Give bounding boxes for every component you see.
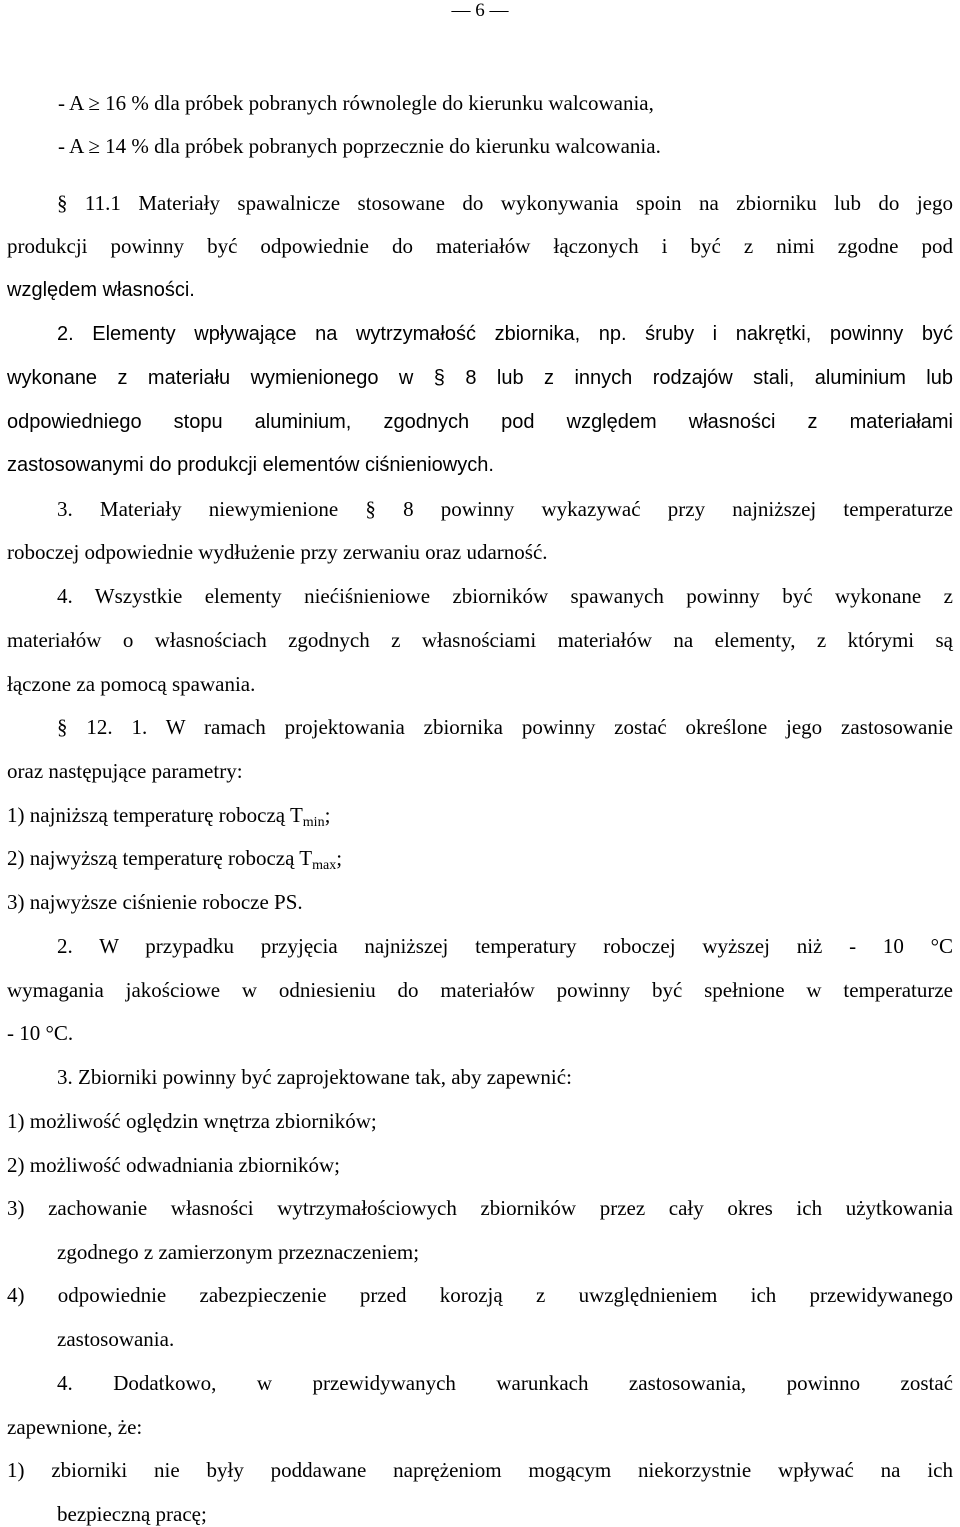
list-item: 2) możliwość odwadniania zbiorników;	[7, 1153, 341, 1177]
list-item	[7, 802, 953, 828]
list-item-suffix: ;	[336, 846, 343, 870]
paragraph-line: oraz następujące parametry:	[7, 759, 243, 783]
list-item-continuation: zastosowania.	[57, 1327, 175, 1351]
paragraph-line: 4. Dodatkowo, w przewidywanych warunkach zastosowania, powinno zostać	[57, 1371, 953, 1395]
paragraph-line: łączone za pomocą spawania.	[7, 672, 256, 696]
list-item: 4) odpowiednie zabezpieczenie przed korozją z uwzględnieniem ich przewidywanego	[7, 1283, 953, 1307]
page-number: — 6 —	[451, 0, 509, 21]
list-item-text: 1) najniższą temperaturę roboczą T	[7, 803, 303, 827]
paragraph-line: wymagania jakościowe w odniesieniu do materiałów powinny być spełnione w temperaturze	[7, 978, 953, 1002]
list-item-continuation: zgodnego z zamierzonym przeznaczeniem;	[57, 1240, 420, 1264]
paragraph-line: materiałów o własnościach zgodnych z własnościami materiałów na elementy, z którymi są	[7, 628, 953, 652]
subscript: max	[312, 858, 337, 873]
paragraph-line: roboczej odpowiednie wydłużenie przy zerwaniu oraz udarność.	[7, 540, 548, 564]
paragraph-line: zapewnione, że:	[7, 1415, 143, 1439]
subscript: min	[302, 815, 325, 830]
paragraph-line: wykonane z materiału wymienionego w § 8 lub z innych rodzajów stali, aluminium lub	[7, 367, 953, 389]
text-line: - A ≥ 14 % dla próbek pobranych poprzecznie do kierunku walcowania.	[58, 134, 661, 158]
list-item-continuation: bezpieczną pracę;	[57, 1502, 207, 1526]
paragraph-line: 3. Zbiorniki powinny być zaprojektowane tak, aby zapewnić:	[57, 1065, 572, 1089]
paragraph-line: zastosowanymi do produkcji elementów ciśnieniowych.	[7, 454, 494, 476]
paragraph-line: § 11.1 Materiały spawalnicze stosowane do wykonywania spoin na zbiorniku lub do jego	[57, 191, 953, 215]
paragraph-line: względem własności.	[7, 279, 195, 301]
list-item-text: 2) najwyższą temperaturę roboczą T	[7, 846, 313, 870]
paragraph-line: produkcji powinny być odpowiednie do materiałów łączonych i być z nimi zgodne pod	[7, 234, 953, 258]
list-item: 1) możliwość oględzin wnętrza zbiorników;	[7, 1109, 377, 1133]
list-item-suffix: ;	[324, 803, 331, 827]
paragraph-line: - 10 °C.	[7, 1021, 74, 1045]
list-item: 1) zbiorniki nie były poddawane naprężeniom mogącym niekorzystnie wpływać na ich	[7, 1458, 953, 1482]
list-item: 3) najwyższe ciśnienie robocze PS.	[7, 890, 303, 914]
list-item	[7, 845, 953, 871]
text-line: - A ≥ 16 % dla próbek pobranych równolegle do kierunku walcowania,	[58, 91, 654, 115]
paragraph-line: 2. Elementy wpływające na wytrzymałość zbiornika, np. śruby i nakrętki, powinny być	[57, 323, 953, 345]
paragraph-line: 3. Materiały niewymienione § 8 powinny wykazywać przy najniższej temperaturze	[57, 497, 953, 521]
page-number-value: 6	[475, 0, 485, 21]
paragraph-line: 2. W przypadku przyjęcia najniższej temperatury roboczej wyższej niż - 10 °C	[57, 934, 953, 958]
paragraph-line: § 12. 1. W ramach projektowania zbiornika powinny zostać określone jego zastosowanie	[57, 715, 953, 739]
paragraph-line: 4. Wszystkie elementy niećiśnieniowe zbiorników spawanych powinny być wykonane z	[57, 584, 953, 608]
list-item: 3) zachowanie własności wytrzymałościowych zbiorników przez cały okres ich użytkowania	[7, 1196, 953, 1220]
paragraph-line: odpowiedniego stopu aluminium, zgodnych pod względem własności z materiałami	[7, 411, 953, 433]
